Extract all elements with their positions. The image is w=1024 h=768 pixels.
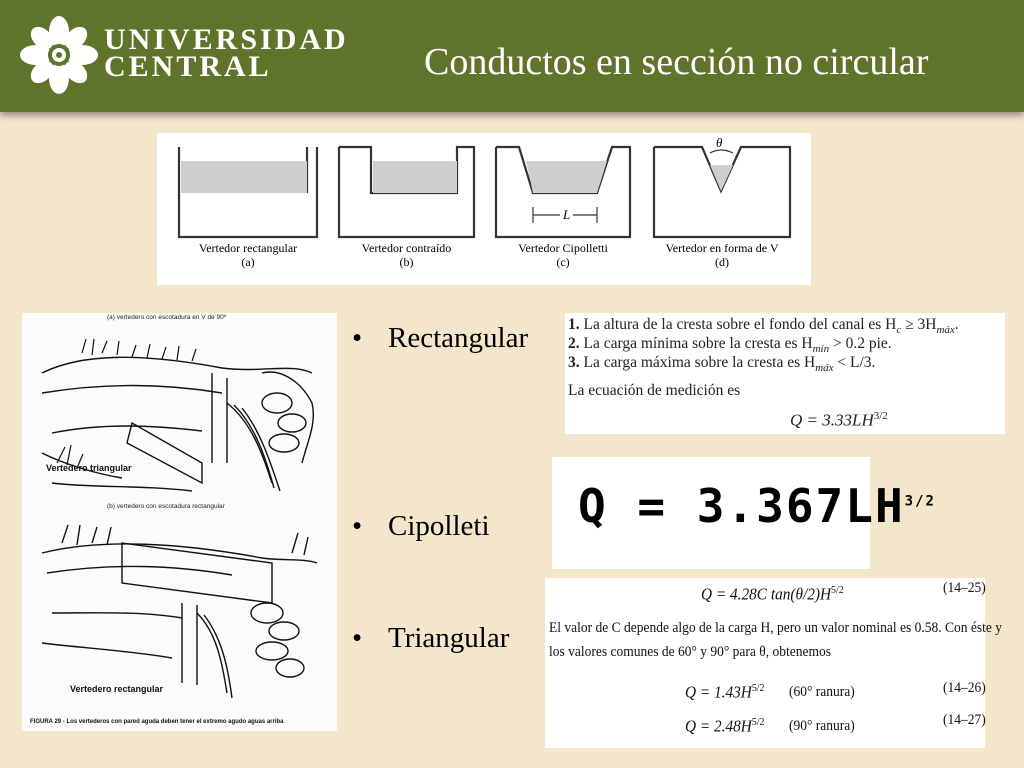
weir-sketch-illustration <box>22 313 337 731</box>
university-logo-icon <box>18 14 100 96</box>
weir-caption-d-text: Vertedor en forma de V <box>665 241 779 255</box>
bullet-rectangular-text: Rectangular <box>388 322 529 354</box>
sketch-bottom-label: Vertedero rectangular <box>70 684 164 694</box>
triangular-paragraph-line-1: El valor de C depende algo de la carga H, pero un valor nominal es 0.58. Con éste y <box>549 620 1002 636</box>
label-theta: θ <box>716 135 723 150</box>
triangular-eq-2-exp: 5/2 <box>751 682 765 694</box>
sketch-top-caption: (a) vertedero con escotadura en V de 90º <box>107 314 227 321</box>
cipolletti-formula <box>578 479 936 533</box>
bullet-marker: • <box>352 322 363 354</box>
sketch-figure-caption: FIGURA 29 - Los vertederos con pared aguda deben tener el extremo agudo aguas arriba <box>30 719 284 725</box>
triangular-eq-3-exp: 5/2 <box>751 716 765 728</box>
condition-2-tail: > 0.2 pie. <box>829 335 892 352</box>
condition-3-text: La carga máxima sobre la cresta es H <box>583 354 816 371</box>
condition-1-sub: c <box>896 324 902 337</box>
condition-1-tail: ≥ 3H <box>901 316 937 333</box>
triangular-eq-2-text: Q = 1.43H <box>685 682 752 702</box>
rectangular-conditions-box <box>565 313 1005 434</box>
triangular-eq-3 <box>685 716 765 737</box>
condition-1-text: La altura de la cresta sobre el fondo del canal es H <box>583 316 897 333</box>
triangular-eq-1-number: (14–25) <box>943 580 986 596</box>
weir-caption-a-text: Vertedor rectangular <box>198 241 298 255</box>
triangular-eq-3-note: (90° ranura) <box>789 718 855 734</box>
weir-caption-d-letter: (d) <box>715 255 729 269</box>
weir-caption-b <box>339 241 474 269</box>
weir-caption-c <box>496 241 630 269</box>
condition-2-sub: mín <box>812 343 830 356</box>
triangular-eq-2 <box>685 682 765 703</box>
sketch-top-label: Vertedero triangular <box>46 463 132 473</box>
condition-3-num: 3. <box>568 354 580 371</box>
weir-caption-c-letter: (c) <box>556 255 570 269</box>
weir-caption-b-text: Vertedor contraído <box>361 241 452 255</box>
condition-1 <box>568 316 959 336</box>
triangular-eq-2-note: (60° ranura) <box>789 684 855 700</box>
triangular-paragraph-line-2: los valores comunes de 60° y 90° para θ, obtenemos <box>549 644 831 660</box>
condition-2-num: 2. <box>568 335 580 352</box>
logo-text-central: CENTRAL <box>104 50 272 83</box>
label-L: L <box>560 207 573 223</box>
condition-3-sub: máx <box>815 362 834 375</box>
logo-text-universidad: UNIVERSIDAD <box>104 23 349 56</box>
condition-3 <box>568 354 875 374</box>
triangular-eq-1-text: Q = 4.28C tan(θ/2)H <box>701 584 832 604</box>
sketch-bottom-caption: (b) vertedero con escotadura rectangular <box>107 503 225 510</box>
weir-caption-b-letter: (b) <box>399 255 414 269</box>
bullet-marker: • <box>352 622 363 654</box>
header-bar <box>0 0 1024 112</box>
bullet-cipolleti-text: Cipolleti <box>388 510 490 542</box>
condition-2-text: La carga mínima sobre la cresta es H <box>583 335 813 352</box>
triangular-eq-1 <box>701 584 844 605</box>
condition-1-num: 1. <box>568 316 580 333</box>
condition-1-end: . <box>954 316 959 333</box>
triangular-eq-3-number: (14–27) <box>943 712 986 728</box>
bullet-rectangular <box>352 322 528 355</box>
equation-intro: La ecuación de medición es <box>568 382 741 399</box>
condition-1-sub2: máx <box>936 324 955 337</box>
triangular-eq-2-number: (14–26) <box>943 680 986 696</box>
rectangular-equation-text: Q = 3.33LH <box>790 410 874 430</box>
triangular-eq-3-text: Q = 2.48H <box>685 716 752 736</box>
cipolletti-formula-box <box>552 457 936 569</box>
slide-title: Conductos en sección no circular <box>424 41 929 83</box>
cipolletti-formula-exp: 3/2 <box>904 493 936 510</box>
bullet-triangular <box>352 622 509 655</box>
bullet-cipolleti <box>352 510 490 543</box>
triangular-eq-1-exp: 5/2 <box>831 584 844 596</box>
rectangular-equation-exp: 3/2 <box>873 410 888 422</box>
rectangular-equation <box>790 410 888 431</box>
weir-types-diagram <box>157 133 811 285</box>
weir-caption-d <box>652 241 792 269</box>
weir-caption-a <box>179 241 317 269</box>
bullet-marker: • <box>352 510 363 542</box>
condition-2 <box>568 335 892 355</box>
cipolletti-formula-text: Q = 3.367LH <box>578 479 905 533</box>
weir-caption-a-letter: (a) <box>241 255 255 269</box>
weir-caption-c-text: Vertedor Cipolletti <box>518 241 608 255</box>
condition-3-tail: < L/3. <box>833 354 876 371</box>
triangular-formula-box <box>545 578 1002 748</box>
bullet-triangular-text: Triangular <box>388 622 510 654</box>
